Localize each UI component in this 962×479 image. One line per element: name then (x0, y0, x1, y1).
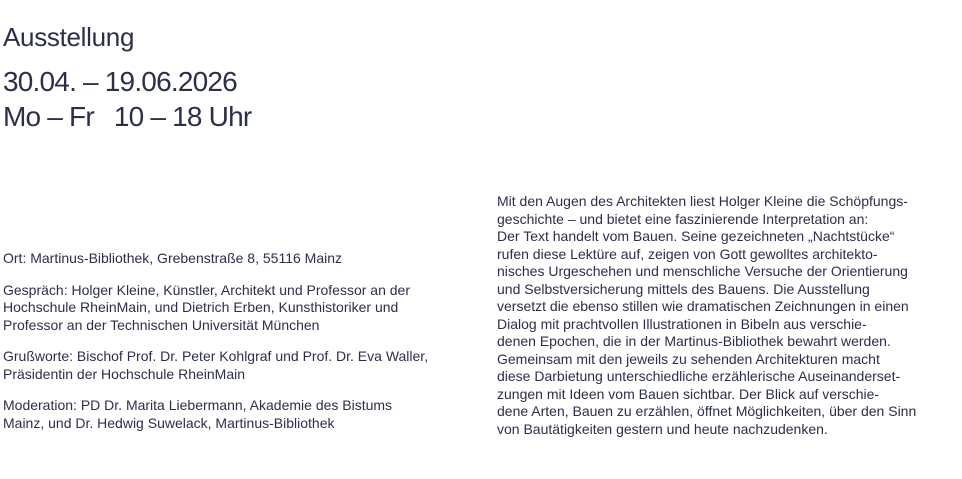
talk-line: Hochschule RheinMain, und Dietrich Erben, Kunsthistoriker und (3, 299, 399, 315)
moderation-line: Moderation: PD Dr. Marita Liebermann, Akademie des Bistums (3, 397, 393, 413)
location-text (3, 250, 473, 268)
exhibition-header (3, 24, 251, 131)
description-line: versetzt die ebenso stillen wie dramatischen Zeichnungen in einen (497, 298, 909, 314)
description-line: diese Darbietung unterschiedliche erzählerische Auseinanderset- (497, 368, 901, 384)
description-line: Mit den Augen des Architekten liest Holger Kleine die Schöpfungs- (497, 193, 908, 209)
description-line: Der Text handelt vom Bauen. Seine gezeichneten „Nachtstücke“ (497, 228, 895, 244)
location-line: Ort: Martinus-Bibliothek, Grebenstraße 8, 55116 Mainz (3, 250, 343, 266)
description-line: von Bautätigkeiten gestern und heute nachzudenken. (497, 420, 828, 437)
description-line: rufen diese Lektüre auf, zeigen von Gott gewolltes architekto- (497, 245, 878, 262)
event-details (3, 250, 473, 446)
exhibition-description (497, 193, 959, 438)
description-line: nisches Urgeschehen und menschliche Versuche der Orientierung (497, 263, 908, 279)
greetings-line: Präsidentin der Hochschule RheinMain (3, 365, 246, 382)
description-line: denen Epochen, die in der Martinus-Bibliothek bewahrt werden. (497, 333, 891, 349)
greetings-line: Grußworte: Bischof Prof. Dr. Peter Kohlgraf und Prof. Dr. Eva Waller, (3, 348, 429, 364)
exhibition-dates: 30.04. – 19.06.2026 (3, 66, 237, 97)
opening-hours (3, 103, 251, 131)
description-line: und Selbstversicherung mittels des Bauens. Die Ausstellung (497, 280, 870, 297)
moderation-line: Mainz, und Dr. Hedwig Suwelack, Martinus-Bibliothek (3, 414, 335, 431)
talk-line: Gespräch: Holger Kleine, Künstler, Architekt und Professor an der (3, 281, 410, 298)
description-line: Dialog mit prachtvollen Illustrationen in Bibeln aus verschie- (497, 315, 867, 332)
greetings-text (3, 348, 473, 383)
opening-time: 10 – 18 Uhr (113, 101, 252, 132)
description-line: Gemeinsam mit den jeweils zu sehenden Architekturen macht (497, 350, 880, 367)
talk-line: Professor an der Technischen Universität München (3, 316, 320, 333)
description-line: zungen mit Ideen vom Bauen sichtbar. Der Blick auf verschie- (497, 385, 880, 402)
moderation-text (3, 397, 473, 432)
description-paragraph (497, 193, 959, 438)
talk-text (3, 282, 473, 335)
opening-days: Mo – Fr (3, 101, 94, 132)
description-line: geschichte – und bietet eine faszinierende Interpretation an: (497, 210, 869, 227)
description-line: dene Arten, Bauen zu erzählen, öffnet Möglichkeiten, über den Sinn (497, 403, 917, 419)
exhibition-title: Ausstellung (3, 22, 135, 52)
